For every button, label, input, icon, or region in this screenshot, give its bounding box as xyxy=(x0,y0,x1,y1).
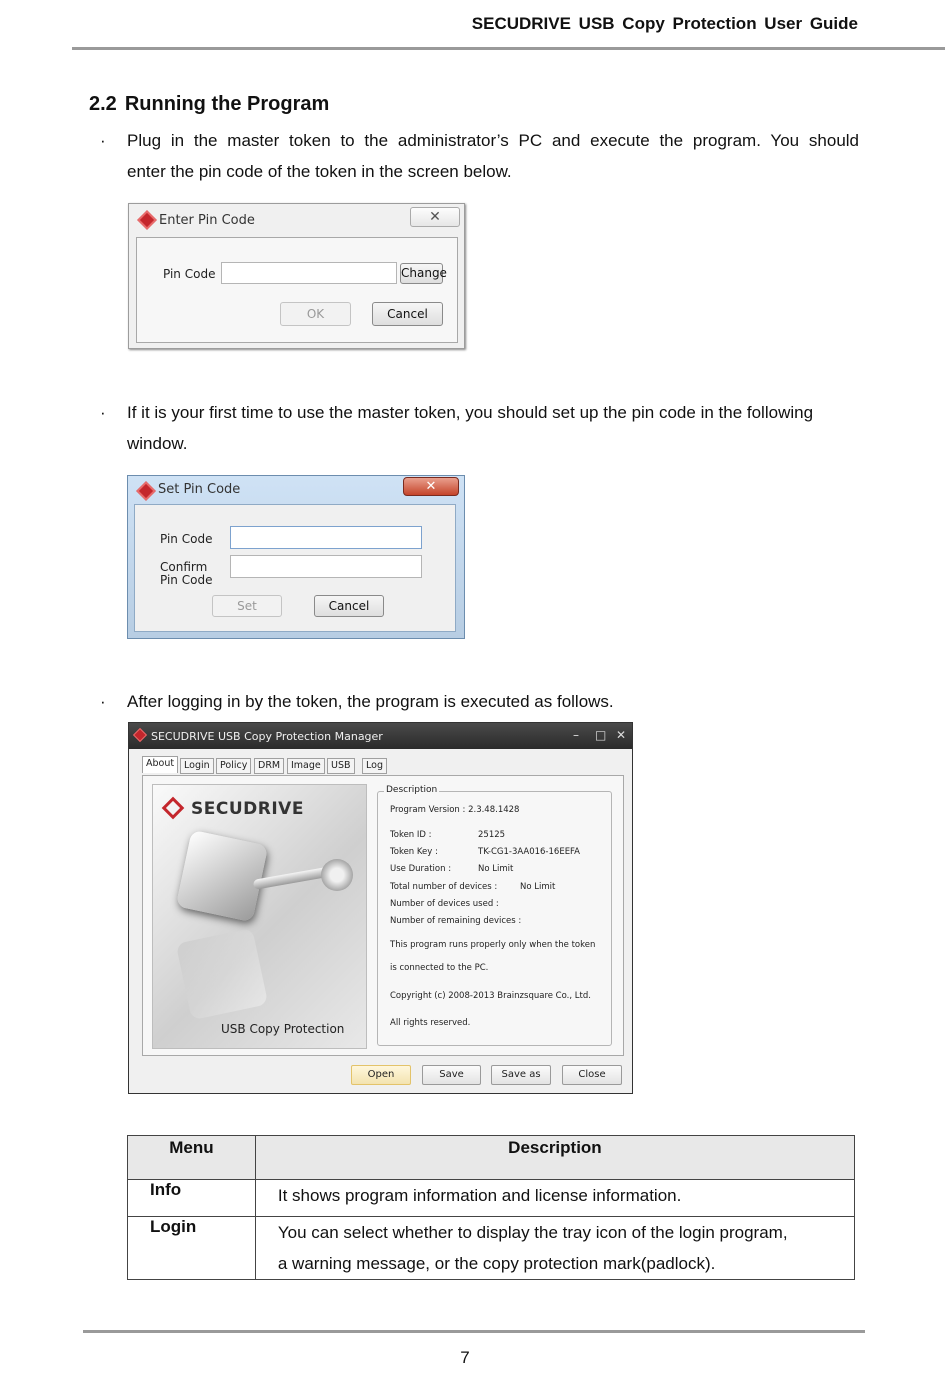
running-header: SECUDRIVE USB Copy Protection User Guide xyxy=(471,14,858,33)
confirm-pin-input[interactable] xyxy=(230,555,422,578)
minimize-button[interactable]: – xyxy=(573,728,579,742)
description-line: You can select whether to display the tray icon of the login program, xyxy=(277,1223,788,1242)
description-group xyxy=(377,785,612,1046)
tab-log[interactable]: Log xyxy=(362,758,387,774)
cancel-button[interactable]: Cancel xyxy=(372,302,443,326)
total-devices-value: No Limit xyxy=(520,882,556,892)
set-button[interactable]: Set xyxy=(212,595,282,617)
tab-drm[interactable]: DRM xyxy=(254,758,284,774)
devices-used-label: Number of devices used : xyxy=(390,899,499,909)
menu-cell: Info xyxy=(128,1180,256,1217)
dialog-titlebar xyxy=(129,204,464,234)
token-note: is connected to the PC. xyxy=(390,963,489,973)
footer-divider xyxy=(83,1330,865,1333)
table-row xyxy=(128,1180,855,1217)
logo-text: SECUDRIVE xyxy=(191,799,304,819)
description-cell xyxy=(255,1180,854,1217)
close-button[interactable]: ✕ xyxy=(403,477,459,496)
pin-code-label: Pin Code xyxy=(160,532,213,546)
window-title: SECUDRIVE USB Copy Protection Manager xyxy=(151,730,383,743)
token-key-label: Token Key : xyxy=(390,847,438,857)
confirm-pin-label: Pin Code xyxy=(160,573,213,587)
token-key-value: TK-CG1-3AA016-16EEFA xyxy=(478,847,580,857)
pin-code-input[interactable] xyxy=(221,262,397,284)
description-legend: Description xyxy=(386,785,438,795)
paragraph-line: Plug in the master token to the administrator’s PC and execute the program. You should xyxy=(127,131,859,150)
product-logo-image xyxy=(152,784,367,1049)
confirm-pin-label: Confirm xyxy=(160,560,208,574)
table-header-row xyxy=(128,1136,855,1180)
secudrive-app-icon xyxy=(137,210,157,230)
close-window-button[interactable]: Close xyxy=(562,1065,622,1085)
pin-code-label: Pin Code xyxy=(163,267,216,281)
description-cell xyxy=(255,1217,854,1280)
tab-usb[interactable]: USB xyxy=(327,758,355,774)
total-devices-label: Total number of devices : xyxy=(390,882,498,892)
dialog-body xyxy=(136,237,458,343)
column-header-menu: Menu xyxy=(128,1136,256,1180)
copyright-text: Copyright (c) 2008-2013 Brainzsquare Co., Ltd. xyxy=(390,991,591,1001)
header-divider xyxy=(72,47,945,50)
ok-button[interactable]: OK xyxy=(280,302,351,326)
tab-image[interactable]: Image xyxy=(287,758,325,774)
tab-login[interactable]: Login xyxy=(180,758,214,774)
remaining-devices-label: Number of remaining devices : xyxy=(390,916,522,926)
bullet-marker: · xyxy=(100,692,106,711)
tab-about[interactable]: About xyxy=(142,756,178,773)
secudrive-app-icon xyxy=(136,481,156,501)
page-number: 7 xyxy=(460,1348,470,1367)
secudrive-logo-icon xyxy=(162,797,185,820)
menu-cell: Login xyxy=(128,1217,256,1280)
paragraph-first-time xyxy=(127,397,859,459)
section-heading xyxy=(89,93,329,116)
dialog-title: Enter Pin Code xyxy=(159,213,255,228)
open-button[interactable]: Open xyxy=(351,1065,411,1085)
save-button[interactable]: Save xyxy=(422,1065,481,1085)
secudrive-app-icon xyxy=(133,728,147,742)
cancel-button[interactable]: Cancel xyxy=(314,595,384,617)
pin-code-input[interactable] xyxy=(230,526,422,549)
security-cube-image xyxy=(176,830,269,923)
token-note: This program runs properly only when the token xyxy=(390,940,596,950)
paragraph-line: If it is your first time to use the master token, you should set up the pin code in the following xyxy=(127,403,814,422)
manager-window xyxy=(128,722,633,1094)
key-head-image xyxy=(321,859,353,891)
window-titlebar xyxy=(129,723,632,749)
change-button[interactable]: Change xyxy=(400,263,443,284)
save-as-button[interactable]: Save as xyxy=(491,1065,551,1085)
set-pin-dialog xyxy=(127,475,465,639)
paragraph-intro xyxy=(127,125,859,187)
close-button[interactable]: ✕ xyxy=(410,207,460,227)
description-line: a warning message, or the copy protection mark(padlock). xyxy=(277,1254,716,1273)
maximize-button[interactable]: □ xyxy=(595,728,607,742)
program-version: Program Version : 2.3.48.1428 xyxy=(390,805,520,815)
table-row xyxy=(128,1217,855,1280)
paragraph-after-login: After logging in by the token, the program is executed as follows. xyxy=(127,692,614,711)
section-number: 2.2 xyxy=(89,93,117,115)
about-tab-panel xyxy=(142,775,624,1056)
tab-policy[interactable]: Policy xyxy=(216,758,251,774)
use-duration-label: Use Duration : xyxy=(390,864,452,874)
section-title: Running the Program xyxy=(124,93,330,115)
token-id-label: Token ID : xyxy=(390,830,432,840)
menu-description-table xyxy=(127,1135,855,1280)
paragraph-line: window. xyxy=(127,434,188,453)
token-id-value: 25125 xyxy=(478,830,506,840)
cube-reflection-image xyxy=(176,928,269,1021)
bullet-marker: · xyxy=(100,131,106,150)
close-button[interactable]: ✕ xyxy=(616,728,627,742)
paragraph-line: enter the pin code of the token in the screen below. xyxy=(127,162,512,181)
dialog-title: Set Pin Code xyxy=(158,482,241,497)
column-header-description: Description xyxy=(255,1136,854,1180)
enter-pin-dialog xyxy=(128,203,465,349)
rights-text: All rights reserved. xyxy=(390,1018,471,1028)
dialog-body xyxy=(134,504,456,632)
bullet-marker: · xyxy=(100,403,106,422)
logo-caption: USB Copy Protection xyxy=(221,1022,345,1036)
use-duration-value: No Limit xyxy=(478,864,514,874)
description-line: It shows program information and license information. xyxy=(277,1186,682,1205)
